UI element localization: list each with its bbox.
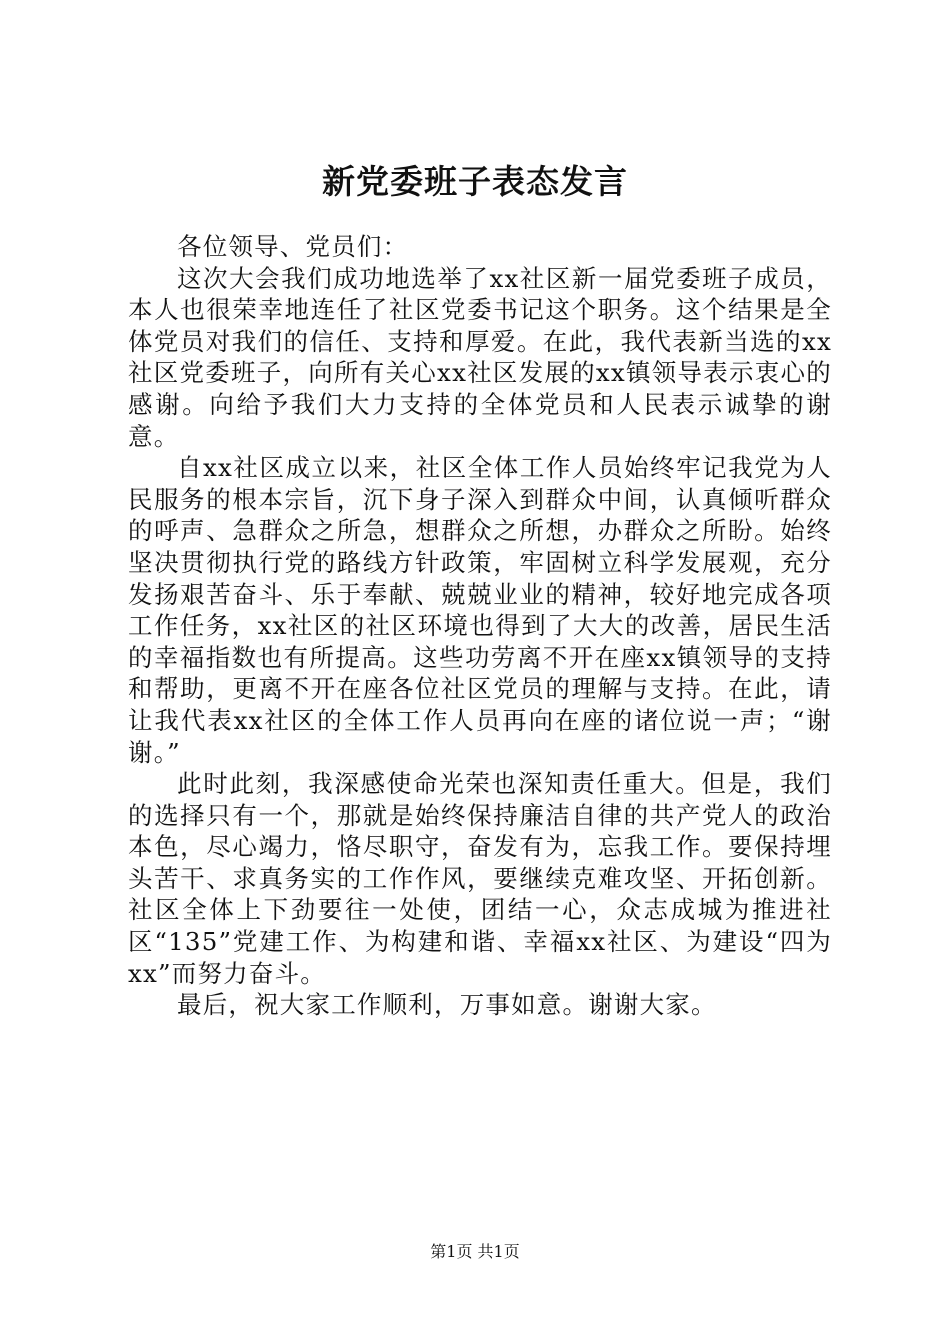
document-title: 新党委班子表态发言	[322, 162, 628, 201]
paragraph-4: 最后，祝大家工作顺利，万事如意。谢谢大家。	[177, 990, 717, 1020]
paragraph-1: 这次大会我们成功地选举了xx社区新一届党委班子成员，本人也很荣幸地连任了社区党委书记这个职务。这个结果是全体党员对我们的信任、支持和厚爱。在此，我代表新当选的xx社区党委班子，向所有关心xx社区发展的xx镇领导表示衷心的感谢。向给予我们大力支持的全体党员和人民表示诚挚的谢意。	[128, 263, 832, 451]
document-body	[128, 231, 832, 1021]
paragraph-2: 自xx社区成立以来，社区全体工作人员始终牢记我党为人民服务的根本宗旨，沉下身子深入到群众中间，认真倾听群众的呼声、急群众之所急，想群众之所想，办群众之所盼。始终坚决贯彻执行党的路线方针政策，牢固树立科学发展观，充分发扬艰苦奋斗、乐于奉献、兢兢业业的精神，较好地完成各项工作任务，xx社区的社区环境也得到了大大的改善，居民生活的幸福指数也有所提高。这些功劳离不开在座xx镇领导的支持和帮助，更离不开在座各位社区党员的理解与支持。在此，请让我代表xx社区的全体工作人员再向在座的诸位说一声；“谢谢。”	[128, 453, 832, 767]
paragraph-3: 此时此刻，我深感使命光荣也深知责任重大。但是，我们的选择只有一个，那就是始终保持廉洁自律的共产党人的政治本色，尽心竭力，恪尽职守，奋发有为，忘我工作。要保持埋头苦干、求真务实的工作作风，要继续克难攻坚、开拓创新。社区全体上下劲要往一处使，团结一心，众志成城为推进社区“135”党建工作、为构建和谐、幸福xx社区、为建设“四为xx”而努力奋斗。	[128, 769, 832, 988]
page-footer: 第1页 共1页	[430, 1242, 520, 1261]
salutation: 各位领导、党员们：	[177, 232, 409, 261]
